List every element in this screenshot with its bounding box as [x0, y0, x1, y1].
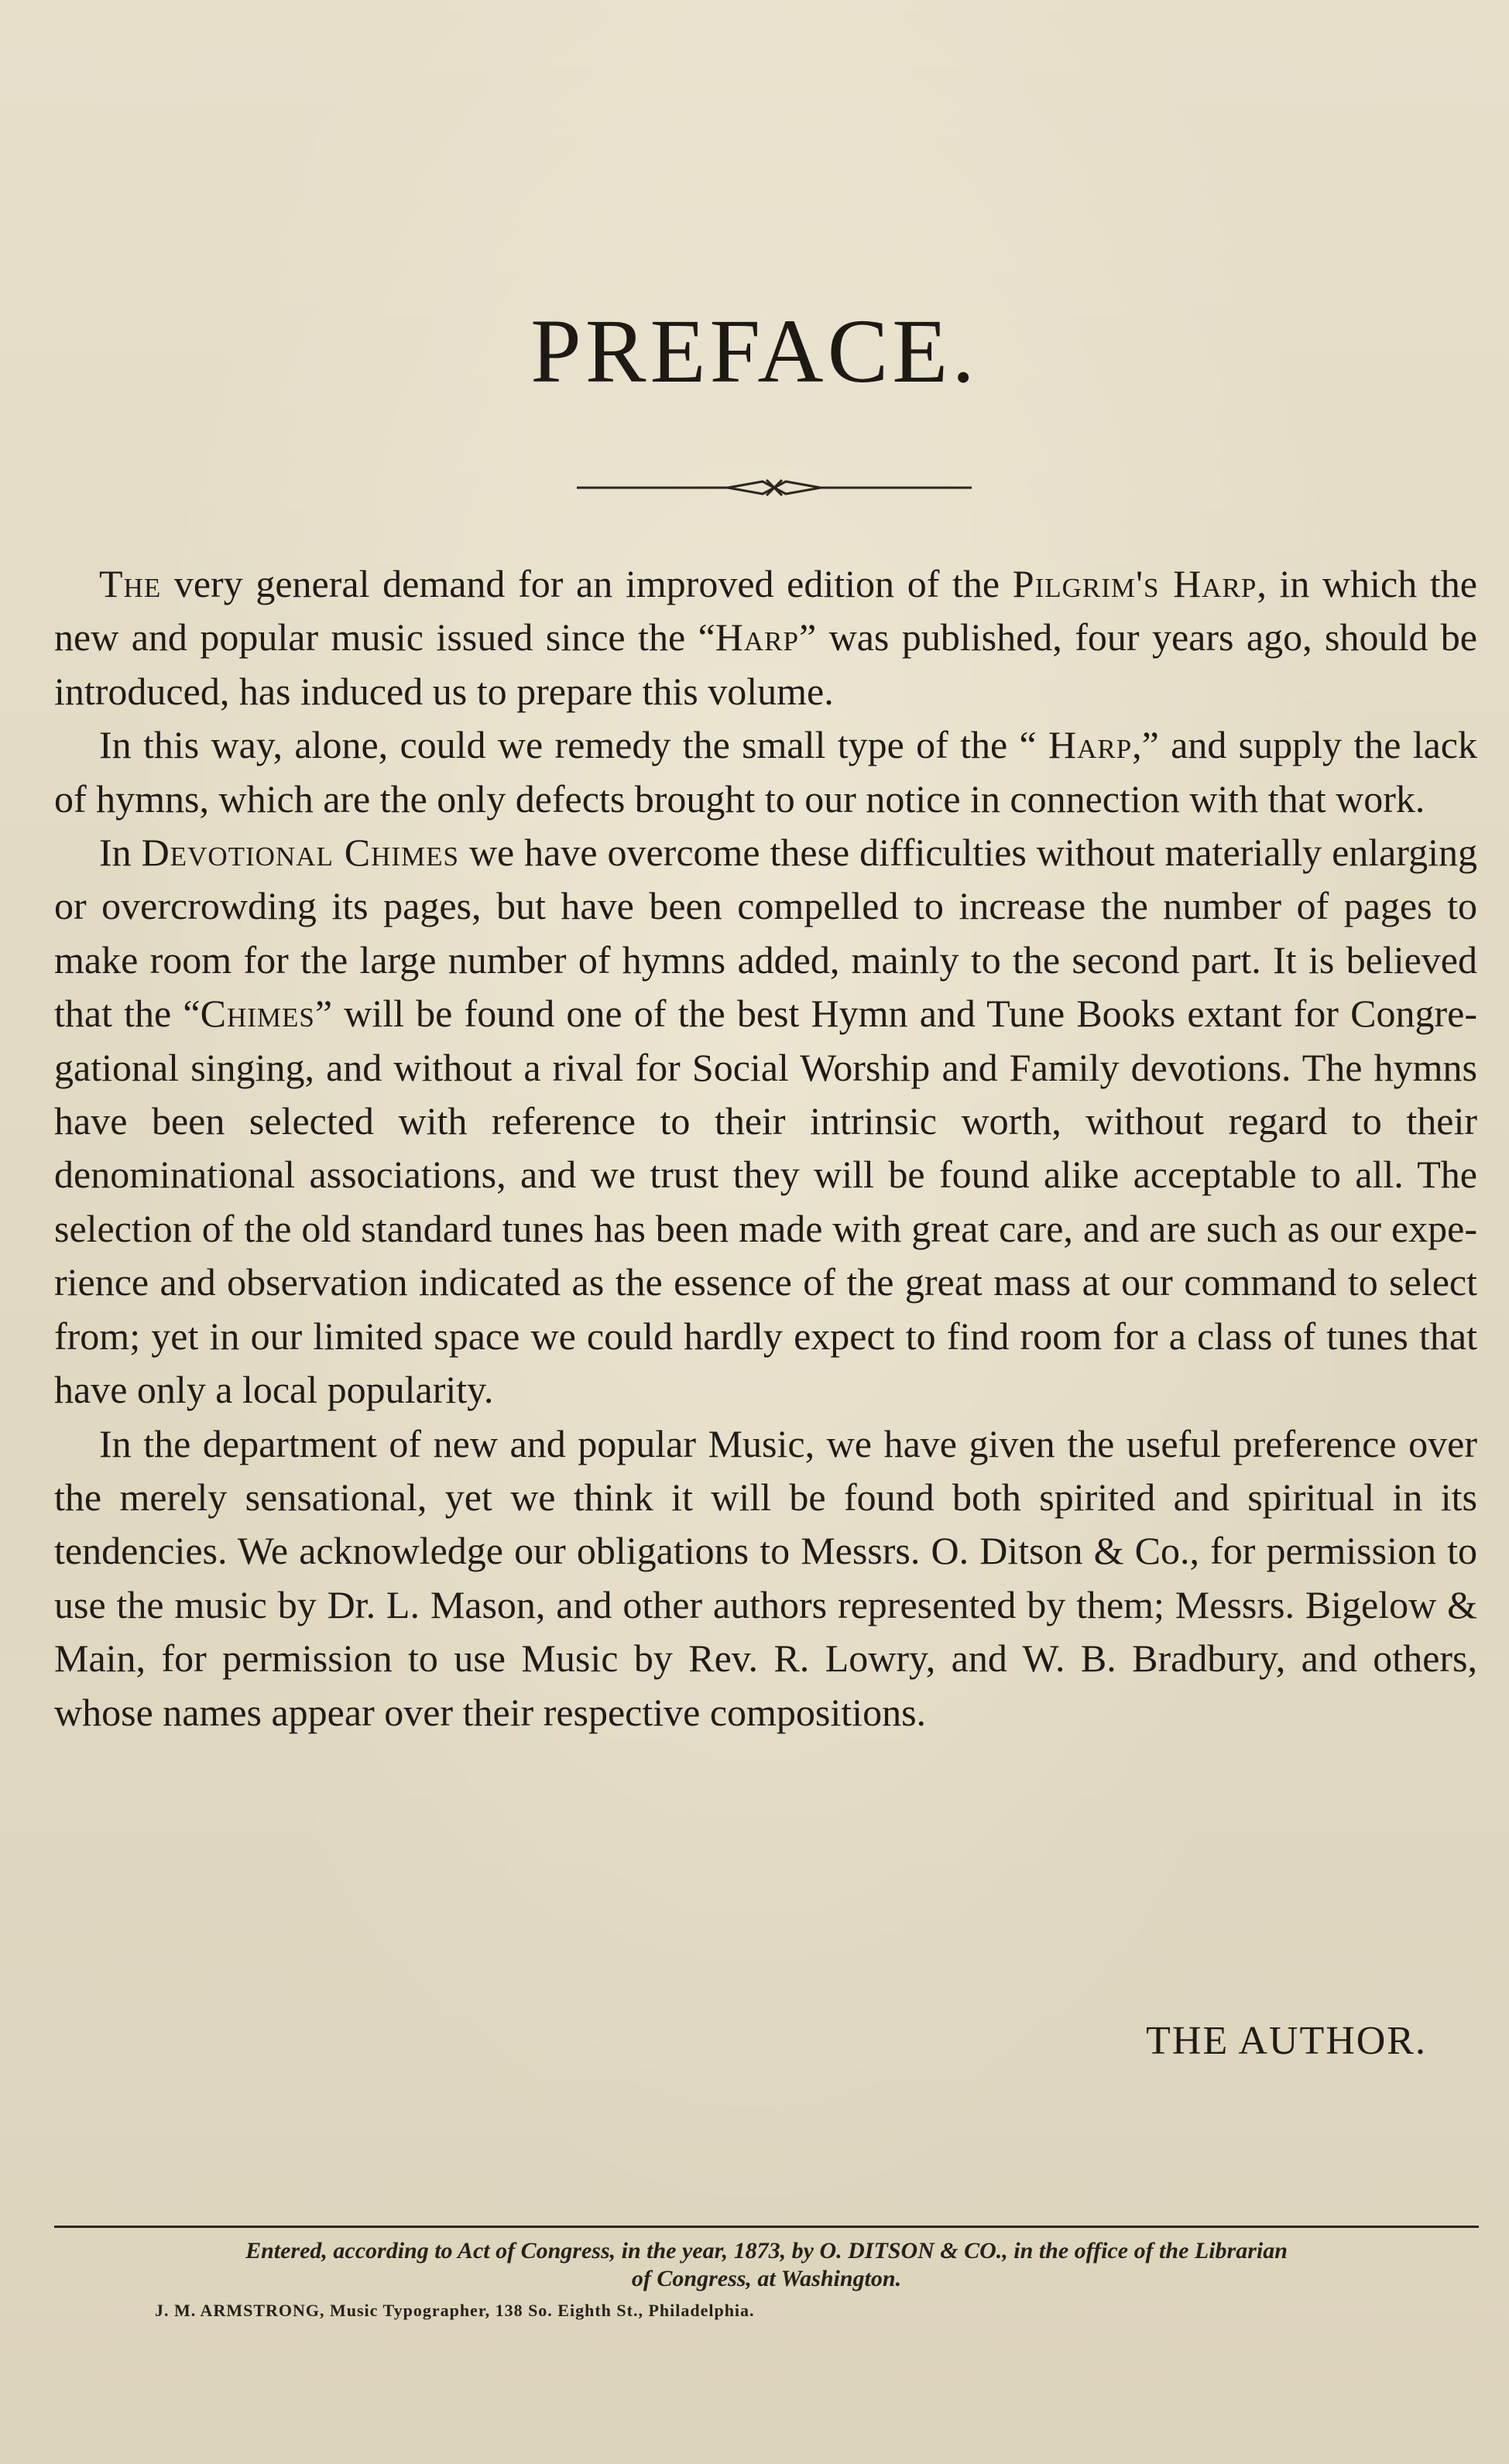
preface-body	[54, 557, 1477, 1739]
paragraph-text: ” was published, four years ago, should be introduced, has induced us to prepare this volume.	[54, 615, 1477, 713]
paragraph-text: In this way, alone, could we remedy the small type of the “	[99, 723, 1048, 767]
paragraph-text: ” will be found one of the best Hymn and Tune Books extant for Congregational singing, and without a rival for Social Worship and Family devotions. The hymns have been selected with reference to their intrinsic worth, without regard to their denominational associations, and we trust they will be found alike acceptable to all. The selection of the old standard tunes has been made with great care, and are such as our experience and observation indicated as the essence of the great mass at our command to select from; yet in our limited space we could hardly expect to find room for a class of tunes that have only a local popularity.	[54, 992, 1477, 1412]
paragraph-1	[54, 557, 1477, 718]
book-title-harp: Harp	[1048, 723, 1133, 767]
paragraph-text: In the department of new and popular Music, we have given the useful preference over the merely sensational, yet we think it will be found both spirited and spiritual in its tendencies. We acknowledge our obligations to Messrs. O. Ditson & Co., for permission to use the music by Dr. L. Mason, and other authors represented by them; Messrs. Bigelow & Main, for permission to use Music by Rev. R. Lowry, and W. B. Bradbury, and others, whose names appear over their respective compositions.	[54, 1421, 1477, 1734]
book-title-chimes: Chimes	[200, 992, 315, 1036]
copyright-line-2: of Congress, at Washington.	[631, 2266, 902, 2291]
book-title-devotional-chimes: Devotional Chimes	[141, 831, 460, 875]
paragraph-text: , in which the new and popular music issued since the “	[54, 562, 1477, 660]
page-title: PREFACE.	[530, 300, 979, 402]
copyright-notice	[54, 2237, 1479, 2293]
printer-credit: J. M. ARMSTRONG, Music Typographer, 138 So. Eighth St., Philadelphia.	[155, 2301, 755, 2320]
paragraph-text: we have overcome these difficulties without materially enlarging or overcrowding its pages, but have been compelled to increase the number of pages to make room for the large number of hymns added, mainly to the second part. It is believed that the “	[54, 831, 1478, 1036]
paragraph-4	[54, 1417, 1477, 1739]
author-signature: THE AUTHOR.	[1146, 2019, 1427, 2063]
lead-word: The	[99, 562, 162, 605]
paragraph-text: In	[99, 831, 142, 875]
copyright-line-1: Entered, according to Act of Congress, in the year, 1873, by O. DITSON & CO., in the office of the Librarian	[245, 2238, 1288, 2264]
footer-rule	[54, 2226, 1479, 2228]
book-title-harp: Harp	[715, 615, 799, 660]
paragraph-2	[54, 718, 1477, 826]
ornament-divider-icon	[577, 464, 972, 511]
book-title-pilgrims-harp: Pilgrim's Harp	[1012, 562, 1257, 605]
paragraph-text: ,” and supply the lack of hymns, which are the only defects brought to our notice in connection with that work.	[54, 723, 1477, 821]
paragraph-text: very general demand for an improved edition of the	[161, 562, 1013, 605]
paragraph-3	[54, 826, 1477, 1417]
